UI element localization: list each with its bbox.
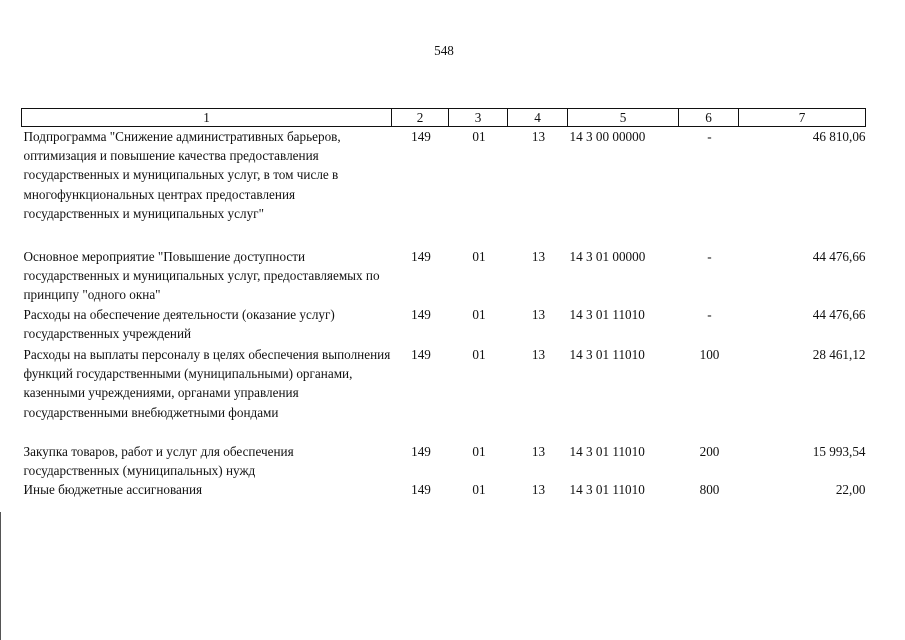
row-subsection-code: 13 bbox=[531, 347, 546, 362]
header-cell-6: 6 bbox=[679, 109, 739, 127]
row-section-code: 01 bbox=[472, 307, 486, 322]
row-target-article: 14 3 01 11010 bbox=[569, 307, 645, 322]
row-expense-type: 100 bbox=[699, 347, 720, 362]
row-amount: 46 810,06 bbox=[812, 129, 866, 144]
row-subsection-code: 13 bbox=[531, 129, 546, 144]
row-subsection-code: 13 bbox=[531, 249, 546, 264]
row-section-code: 01 bbox=[472, 249, 486, 264]
row-section-code: 01 bbox=[472, 482, 486, 498]
header-cell-4: 4 bbox=[508, 109, 568, 127]
header-cell-2: 2 bbox=[392, 109, 449, 127]
row-section-code: 01 bbox=[472, 347, 486, 362]
row-subsection-code: 13 bbox=[531, 482, 546, 498]
row-name: Расходы на выплаты персоналу в целях обеспечения выполнения функций государственными (муниципальными) органами, казенными учреждениями, органами управления государственными внебюджетными фондами bbox=[23, 347, 391, 420]
table-row bbox=[22, 247, 866, 305]
table-body bbox=[22, 127, 866, 501]
row-target-article: 14 3 01 11010 bbox=[569, 444, 645, 459]
header-cell-7: 7 bbox=[739, 109, 866, 127]
row-ministry-code: 149 bbox=[411, 129, 431, 144]
row-subsection-code: 13 bbox=[531, 444, 546, 459]
row-name: Расходы на обеспечение деятельности (оказание услуг) государственных учреждений bbox=[23, 307, 335, 342]
row-amount: 15 993,54 bbox=[812, 444, 866, 459]
row-ministry-code: 149 bbox=[411, 444, 431, 459]
row-name: Основное мероприятие "Повышение доступности государственных и муниципальных услуг, предоставляемых по принципу "одного окна" bbox=[23, 249, 380, 303]
row-name: Подпрограмма "Снижение административных барьеров, оптимизация и повышение качества предоставления государственных и муниципальных услуг, в том числе в многофункциональных центрах предоставления государственных и муниципальных услуг" bbox=[23, 129, 341, 221]
row-ministry-code: 149 bbox=[411, 347, 431, 362]
row-ministry-code: 149 bbox=[411, 482, 431, 498]
row-target-article: 14 3 01 11010 bbox=[569, 482, 645, 498]
row-expense-type: 800 bbox=[699, 482, 720, 498]
page-edge-line bbox=[0, 512, 1, 640]
header-row bbox=[22, 109, 866, 127]
row-target-article: 14 3 00 00000 bbox=[569, 129, 646, 144]
row-section-code: 01 bbox=[472, 129, 486, 144]
page-number: 548 bbox=[434, 43, 454, 58]
row-amount: 28 461,12 bbox=[812, 347, 866, 362]
row-name: Иные бюджетные ассигнования bbox=[23, 482, 203, 498]
row-expense-type: - bbox=[707, 129, 712, 144]
table-header bbox=[22, 109, 866, 127]
row-ministry-code: 149 bbox=[411, 307, 431, 322]
table-row bbox=[22, 442, 866, 480]
row-target-article: 14 3 01 11010 bbox=[569, 347, 645, 362]
table-row bbox=[22, 480, 866, 500]
table-row bbox=[22, 345, 866, 442]
row-expense-type: 200 bbox=[699, 444, 720, 459]
table-row bbox=[22, 127, 866, 248]
budget-table bbox=[21, 108, 866, 500]
table-row bbox=[22, 305, 866, 345]
row-section-code: 01 bbox=[472, 444, 486, 459]
row-expense-type: - bbox=[707, 307, 712, 322]
row-target-article: 14 3 01 00000 bbox=[569, 249, 646, 264]
row-expense-type: - bbox=[707, 249, 712, 264]
header-cell-3: 3 bbox=[449, 109, 508, 127]
row-amount: 22,00 bbox=[835, 482, 866, 498]
row-name: Закупка товаров, работ и услуг для обеспечения государственных (муниципальных) нужд bbox=[23, 444, 294, 479]
row-subsection-code: 13 bbox=[531, 307, 546, 322]
row-amount: 44 476,66 bbox=[812, 249, 866, 264]
header-cell-1: 1 bbox=[22, 109, 392, 127]
header-cell-5: 5 bbox=[568, 109, 679, 127]
row-ministry-code: 149 bbox=[411, 249, 431, 264]
row-amount: 44 476,66 bbox=[812, 307, 866, 322]
